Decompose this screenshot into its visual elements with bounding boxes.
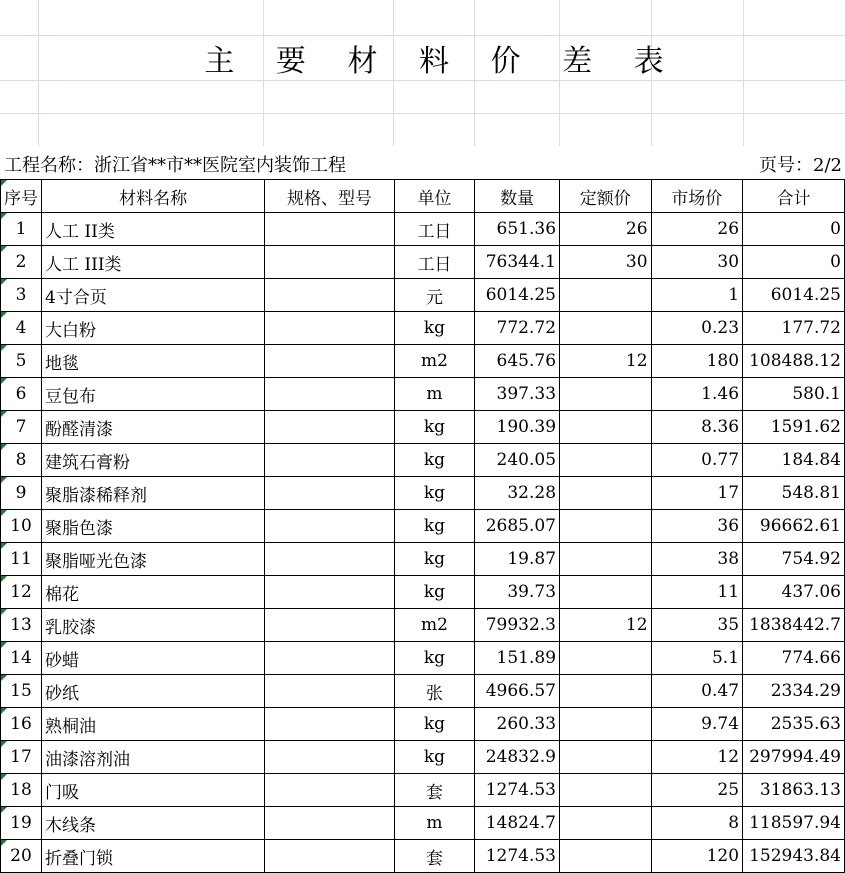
table-row <box>1 477 845 510</box>
grid-row-line <box>0 80 845 81</box>
cell-unit[interactable]: m <box>394 807 474 840</box>
cell-material-name[interactable]: 乳胶漆 <box>42 609 265 642</box>
cell-unit[interactable]: m2 <box>394 609 474 642</box>
cell-quantity[interactable]: 240.05 <box>475 444 560 477</box>
cell-quantity[interactable]: 79932.3 <box>475 609 560 642</box>
cell-no[interactable]: 11 <box>1 543 42 576</box>
cell-no[interactable]: 4 <box>1 312 42 345</box>
header-market-price[interactable]: 市场价 <box>651 180 743 213</box>
cell-market-price[interactable]: 11 <box>651 576 743 609</box>
material-price-table <box>0 179 845 873</box>
cell-quota-price[interactable]: 12 <box>560 609 652 642</box>
cell-unit[interactable]: m2 <box>394 345 474 378</box>
cell-spec[interactable] <box>265 246 394 279</box>
cell-spec[interactable] <box>265 543 394 576</box>
header-no[interactable]: 序号 <box>1 180 42 213</box>
cell-market-price[interactable]: 1.46 <box>651 378 743 411</box>
table-row <box>1 807 845 840</box>
cell-total[interactable]: 1591.62 <box>743 411 845 444</box>
cell-total[interactable]: 548.81 <box>743 477 845 510</box>
cell-quantity[interactable]: 397.33 <box>475 378 560 411</box>
cell-unit[interactable]: kg <box>394 741 474 774</box>
table-row <box>1 741 845 774</box>
cell-quota-price[interactable] <box>560 477 652 510</box>
cell-market-price[interactable]: 25 <box>651 774 743 807</box>
cell-quota-price[interactable]: 26 <box>560 213 652 246</box>
cell-no[interactable]: 5 <box>1 345 42 378</box>
table-row <box>1 444 845 477</box>
cell-quantity[interactable]: 1274.53 <box>475 774 560 807</box>
cell-no[interactable]: 1 <box>1 213 42 246</box>
cell-spec[interactable] <box>265 741 394 774</box>
cell-unit[interactable]: kg <box>394 708 474 741</box>
cell-market-price[interactable]: 30 <box>651 246 743 279</box>
page-number: 页号：2/2 <box>759 155 842 176</box>
header-material-name[interactable]: 材料名称 <box>42 180 265 213</box>
table-row <box>1 279 845 312</box>
table-row <box>1 246 845 279</box>
cell-total[interactable]: 2535.63 <box>743 708 845 741</box>
cell-no[interactable]: 6 <box>1 378 42 411</box>
table-row <box>1 642 845 675</box>
cell-material-name[interactable]: 大白粉 <box>42 312 265 345</box>
cell-unit[interactable]: 工日 <box>394 213 474 246</box>
cell-unit[interactable]: 套 <box>394 840 474 873</box>
cell-spec[interactable] <box>265 708 394 741</box>
cell-material-name[interactable]: 人工 III类 <box>42 246 265 279</box>
cell-quantity[interactable]: 2685.07 <box>475 510 560 543</box>
cell-spec[interactable] <box>265 444 394 477</box>
cell-unit[interactable]: kg <box>394 576 474 609</box>
table-body <box>1 213 845 873</box>
cell-quota-price[interactable] <box>560 543 652 576</box>
cell-material-name[interactable]: 熟桐油 <box>42 708 265 741</box>
cell-spec[interactable] <box>265 840 394 873</box>
table-row <box>1 213 845 246</box>
cell-market-price[interactable]: 0.77 <box>651 444 743 477</box>
cell-quantity[interactable]: 151.89 <box>475 642 560 675</box>
cell-spec[interactable] <box>265 774 394 807</box>
header-total[interactable]: 合计 <box>743 180 845 213</box>
cell-material-name[interactable]: 建筑石膏粉 <box>42 444 265 477</box>
cell-total[interactable]: 108488.12 <box>743 345 845 378</box>
cell-no[interactable]: 18 <box>1 774 42 807</box>
cell-no[interactable]: 7 <box>1 411 42 444</box>
cell-no[interactable]: 16 <box>1 708 42 741</box>
table-row <box>1 411 845 444</box>
cell-spec[interactable] <box>265 312 394 345</box>
cell-total[interactable]: 1838442.7 <box>743 609 845 642</box>
cell-quota-price[interactable] <box>560 807 652 840</box>
cell-unit[interactable]: 套 <box>394 774 474 807</box>
cell-quota-price[interactable] <box>560 675 652 708</box>
cell-quantity[interactable]: 190.39 <box>475 411 560 444</box>
cell-spec[interactable] <box>265 807 394 840</box>
cell-material-name[interactable]: 地毯 <box>42 345 265 378</box>
cell-quota-price[interactable] <box>560 708 652 741</box>
project-info-row <box>0 146 845 179</box>
cell-total[interactable]: 152943.84 <box>743 840 845 873</box>
cell-total[interactable]: 754.92 <box>743 543 845 576</box>
cell-quantity[interactable]: 19.87 <box>475 543 560 576</box>
cell-total[interactable]: 31863.13 <box>743 774 845 807</box>
cell-quantity[interactable]: 24832.9 <box>475 741 560 774</box>
cell-market-price[interactable]: 5.1 <box>651 642 743 675</box>
cell-material-name[interactable]: 聚脂漆稀释剂 <box>42 477 265 510</box>
table-row <box>1 312 845 345</box>
cell-quota-price[interactable] <box>560 741 652 774</box>
cell-quota-price[interactable] <box>560 510 652 543</box>
cell-material-name[interactable]: 酚醛清漆 <box>42 411 265 444</box>
cell-no[interactable]: 15 <box>1 675 42 708</box>
cell-total[interactable]: 580.1 <box>743 378 845 411</box>
table-row <box>1 543 845 576</box>
cell-market-price[interactable]: 0.23 <box>651 312 743 345</box>
cell-unit[interactable]: 元 <box>394 279 474 312</box>
cell-spec[interactable] <box>265 213 394 246</box>
cell-unit[interactable]: kg <box>394 642 474 675</box>
cell-total[interactable]: 184.84 <box>743 444 845 477</box>
cell-market-price[interactable]: 35 <box>651 609 743 642</box>
cell-total[interactable]: 0 <box>743 213 845 246</box>
cell-total[interactable]: 774.66 <box>743 642 845 675</box>
cell-quota-price[interactable] <box>560 840 652 873</box>
cell-material-name[interactable]: 棉花 <box>42 576 265 609</box>
table-row <box>1 345 845 378</box>
cell-material-name[interactable]: 木线条 <box>42 807 265 840</box>
cell-no[interactable]: 3 <box>1 279 42 312</box>
header-quota-price[interactable]: 定额价 <box>560 180 652 213</box>
cell-market-price[interactable]: 36 <box>651 510 743 543</box>
cell-spec[interactable] <box>265 609 394 642</box>
cell-quantity[interactable]: 260.33 <box>475 708 560 741</box>
cell-quota-price[interactable]: 30 <box>560 246 652 279</box>
cell-market-price[interactable]: 9.74 <box>651 708 743 741</box>
cell-spec[interactable] <box>265 378 394 411</box>
cell-spec[interactable] <box>265 642 394 675</box>
cell-total[interactable]: 118597.94 <box>743 807 845 840</box>
cell-spec[interactable] <box>265 411 394 444</box>
cell-unit[interactable]: kg <box>394 411 474 444</box>
table-row <box>1 708 845 741</box>
cell-unit[interactable]: kg <box>394 543 474 576</box>
header-spec[interactable]: 规格、型号 <box>265 180 394 213</box>
cell-total[interactable]: 6014.25 <box>743 279 845 312</box>
cell-quantity[interactable]: 32.28 <box>475 477 560 510</box>
cell-quota-price[interactable] <box>560 774 652 807</box>
cell-material-name[interactable]: 聚脂哑光色漆 <box>42 543 265 576</box>
cell-spec[interactable] <box>265 675 394 708</box>
cell-material-name[interactable]: 聚脂色漆 <box>42 510 265 543</box>
cell-quantity[interactable]: 651.36 <box>475 213 560 246</box>
table-row <box>1 378 845 411</box>
header-quantity[interactable]: 数量 <box>475 180 560 213</box>
cell-market-price[interactable]: 8 <box>651 807 743 840</box>
cell-total[interactable]: 177.72 <box>743 312 845 345</box>
cell-no[interactable]: 17 <box>1 741 42 774</box>
cell-market-price[interactable]: 12 <box>651 741 743 774</box>
cell-total[interactable]: 0 <box>743 246 845 279</box>
cell-quota-price[interactable] <box>560 444 652 477</box>
cell-material-name[interactable]: 门吸 <box>42 774 265 807</box>
cell-market-price[interactable]: 26 <box>651 213 743 246</box>
cell-market-price[interactable]: 180 <box>651 345 743 378</box>
cell-unit[interactable]: kg <box>394 510 474 543</box>
table-row <box>1 576 845 609</box>
cell-total[interactable]: 437.06 <box>743 576 845 609</box>
cell-material-name[interactable]: 砂纸 <box>42 675 265 708</box>
cell-market-price[interactable]: 17 <box>651 477 743 510</box>
cell-quantity[interactable]: 4966.57 <box>475 675 560 708</box>
cell-spec[interactable] <box>265 279 394 312</box>
cell-spec[interactable] <box>265 345 394 378</box>
cell-no[interactable]: 14 <box>1 642 42 675</box>
cell-quota-price[interactable]: 12 <box>560 345 652 378</box>
cell-no[interactable]: 9 <box>1 477 42 510</box>
cell-market-price[interactable]: 1 <box>651 279 743 312</box>
table-header-row <box>1 180 845 213</box>
cell-material-name[interactable]: 人工 II类 <box>42 213 265 246</box>
cell-total[interactable]: 2334.29 <box>743 675 845 708</box>
cell-no[interactable]: 2 <box>1 246 42 279</box>
cell-spec[interactable] <box>265 477 394 510</box>
cell-market-price[interactable]: 0.47 <box>651 675 743 708</box>
cell-market-price[interactable]: 8.36 <box>651 411 743 444</box>
cell-material-name[interactable]: 4寸合页 <box>42 279 265 312</box>
cell-unit[interactable]: 工日 <box>394 246 474 279</box>
cell-material-name[interactable]: 折叠门锁 <box>42 840 265 873</box>
cell-quota-price[interactable] <box>560 378 652 411</box>
cell-quota-price[interactable] <box>560 312 652 345</box>
cell-market-price[interactable]: 38 <box>651 543 743 576</box>
cell-market-price[interactable]: 120 <box>651 840 743 873</box>
table-row <box>1 774 845 807</box>
cell-unit[interactable]: 张 <box>394 675 474 708</box>
cell-no[interactable]: 8 <box>1 444 42 477</box>
table-row <box>1 609 845 642</box>
cell-quantity[interactable]: 772.72 <box>475 312 560 345</box>
project-name: 工程名称：浙江省**市**医院室内装饰工程 <box>4 155 346 176</box>
cell-quantity[interactable]: 14824.7 <box>475 807 560 840</box>
cell-unit[interactable]: kg <box>394 477 474 510</box>
table-row <box>1 510 845 543</box>
cell-quota-price[interactable] <box>560 411 652 444</box>
cell-no[interactable]: 12 <box>1 576 42 609</box>
page-title: 主 要 材 料 价 差 表 <box>204 44 680 79</box>
cell-total[interactable]: 297994.49 <box>743 741 845 774</box>
cell-no[interactable]: 20 <box>1 840 42 873</box>
cell-no[interactable]: 19 <box>1 807 42 840</box>
cell-spec[interactable] <box>265 576 394 609</box>
cell-no[interactable]: 10 <box>1 510 42 543</box>
cell-no[interactable]: 13 <box>1 609 42 642</box>
table-row <box>1 675 845 708</box>
cell-quantity[interactable]: 76344.1 <box>475 246 560 279</box>
table-row <box>1 840 845 873</box>
cell-material-name[interactable]: 油漆溶剂油 <box>42 741 265 774</box>
cell-spec[interactable] <box>265 510 394 543</box>
grid-row-line <box>0 113 845 114</box>
cell-quantity[interactable]: 645.76 <box>475 345 560 378</box>
cell-quantity[interactable]: 1274.53 <box>475 840 560 873</box>
cell-quota-price[interactable] <box>560 279 652 312</box>
cell-unit[interactable]: kg <box>394 312 474 345</box>
cell-material-name[interactable]: 豆包布 <box>42 378 265 411</box>
cell-quota-price[interactable] <box>560 642 652 675</box>
cell-quota-price[interactable] <box>560 576 652 609</box>
cell-quantity[interactable]: 39.73 <box>475 576 560 609</box>
cell-unit[interactable]: kg <box>394 444 474 477</box>
cell-total[interactable]: 96662.61 <box>743 510 845 543</box>
cell-quantity[interactable]: 6014.25 <box>475 279 560 312</box>
cell-material-name[interactable]: 砂蜡 <box>42 642 265 675</box>
header-unit[interactable]: 单位 <box>394 180 474 213</box>
cell-unit[interactable]: m <box>394 378 474 411</box>
